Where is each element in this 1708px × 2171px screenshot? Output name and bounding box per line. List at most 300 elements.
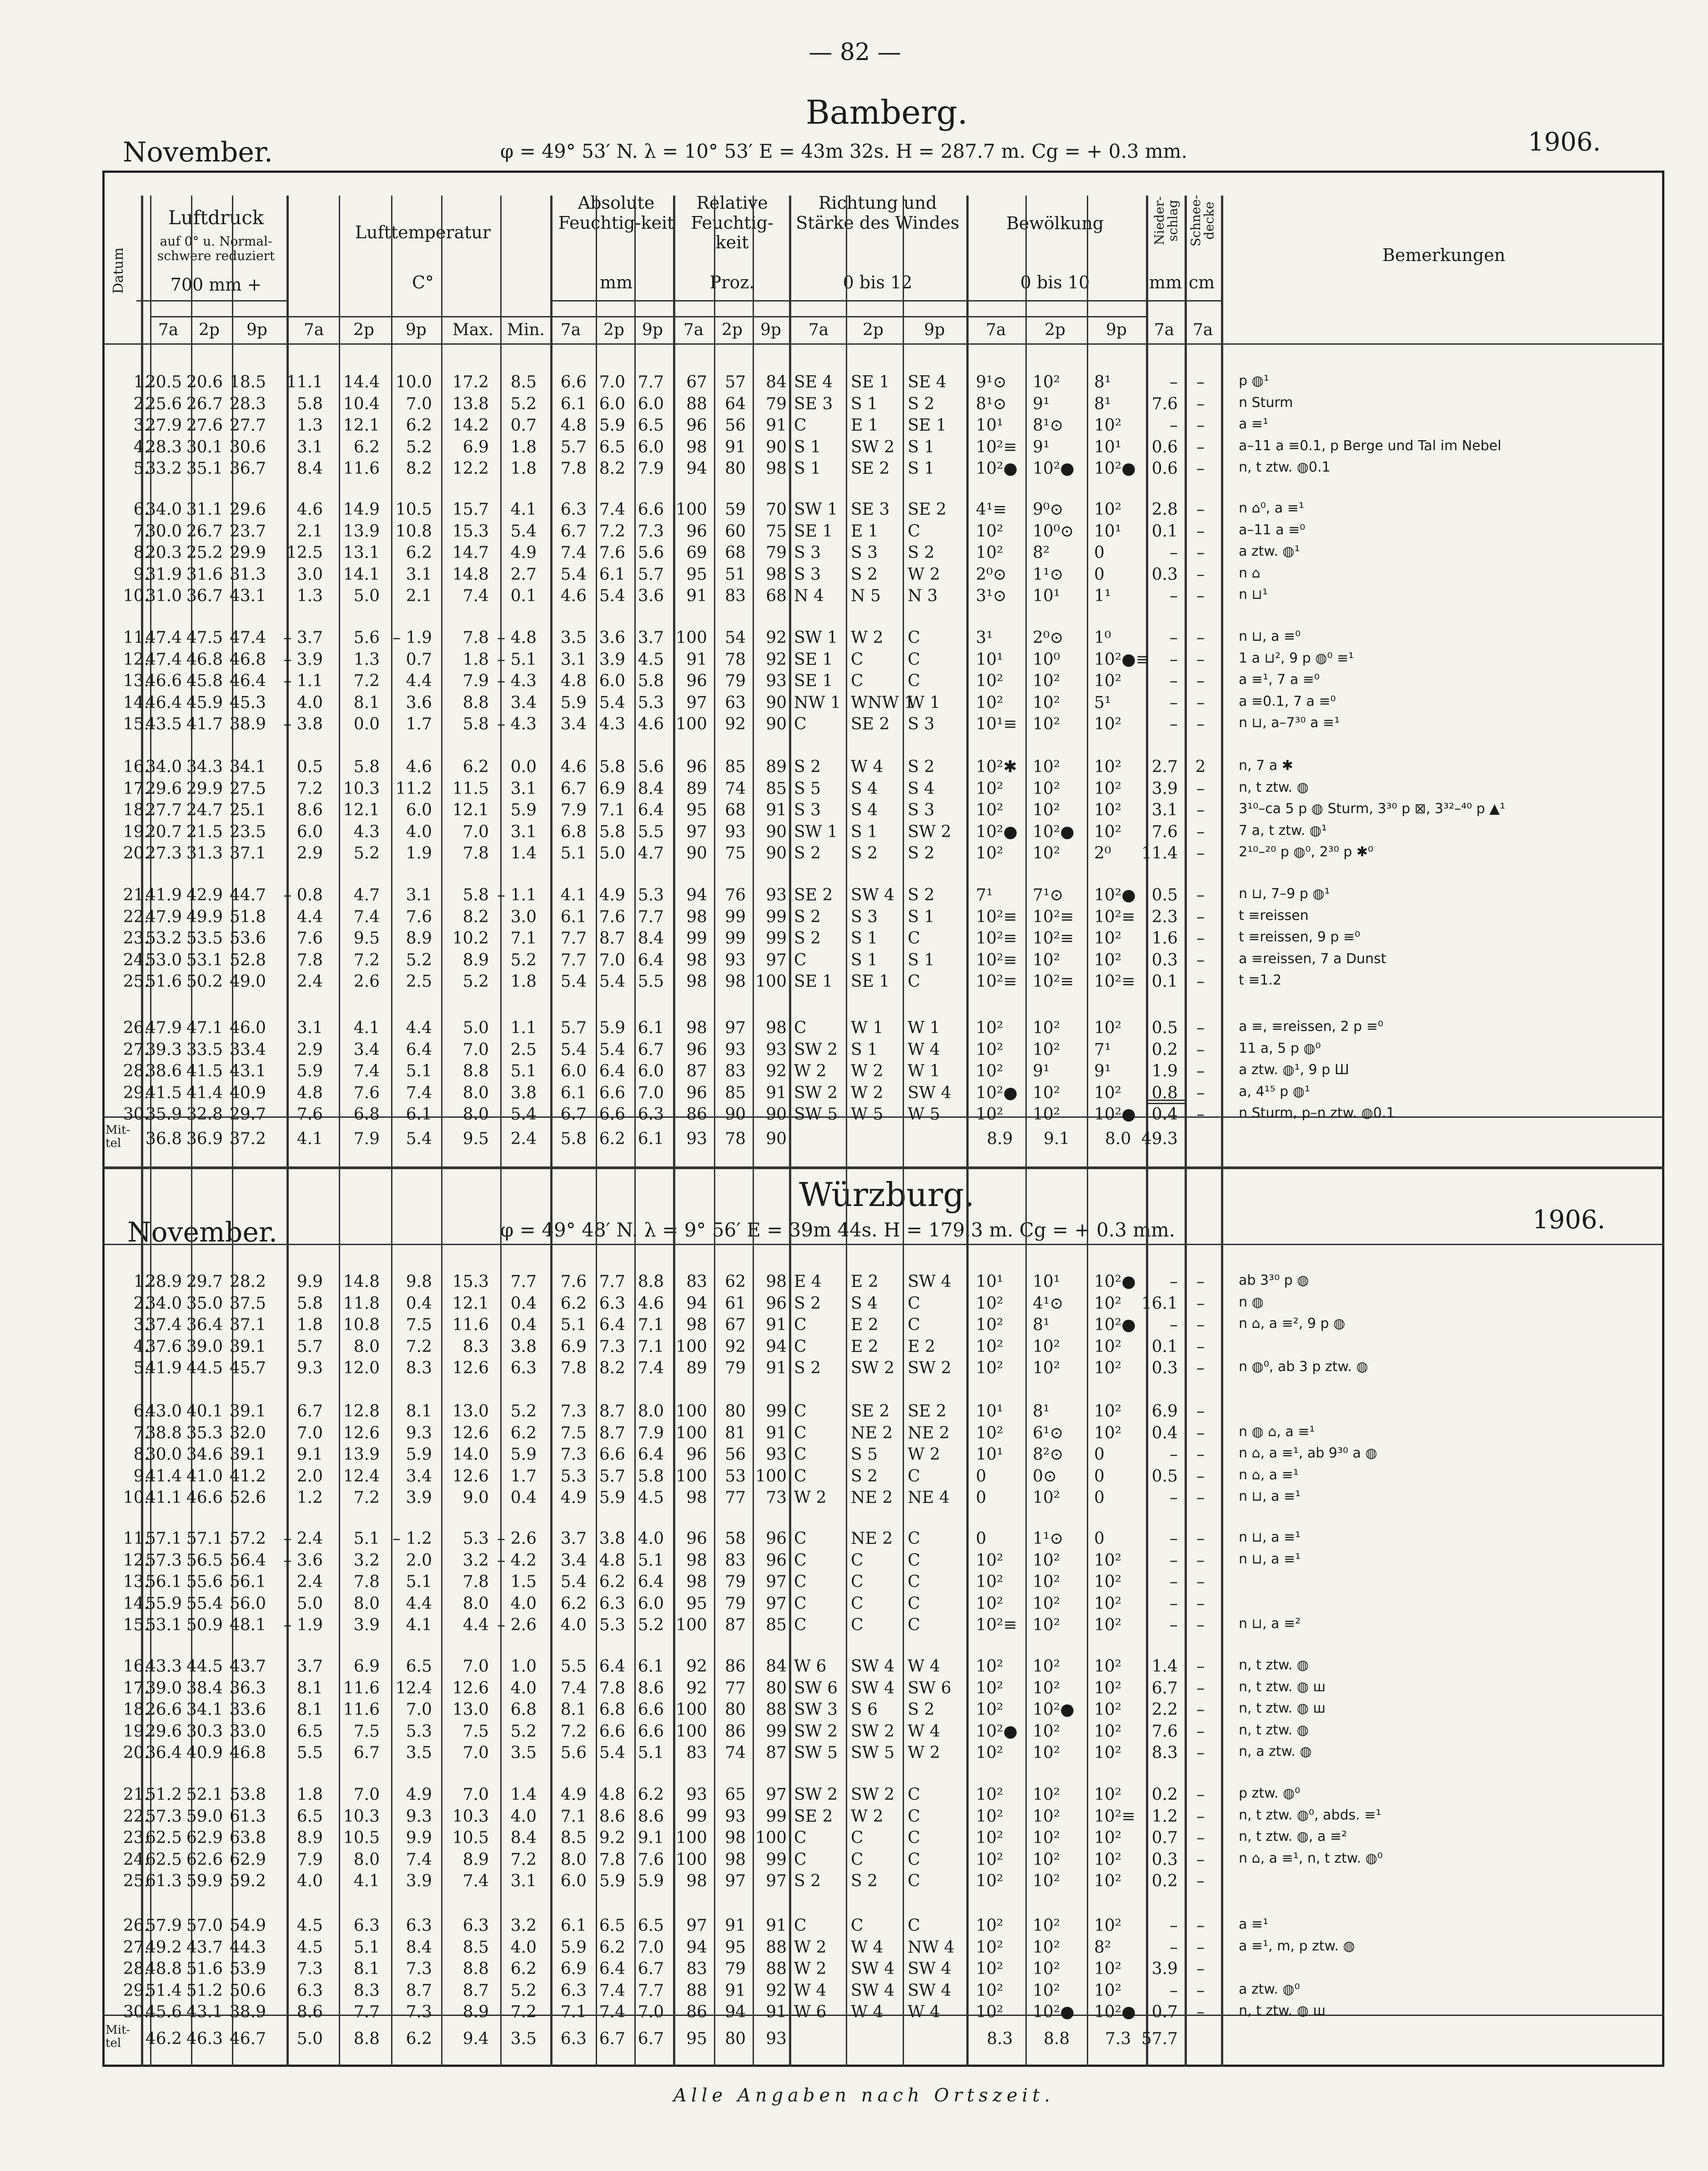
table-cell: 5.2 (638, 1616, 664, 1634)
table-cell: S 3 (794, 565, 821, 584)
table-cell: 25.6 (145, 394, 182, 413)
table-cell: 5.4 (599, 1040, 625, 1059)
table-cell: 94 (686, 1938, 707, 1957)
row-remark: n ⌂⁰, a ≡¹ (1239, 500, 1304, 516)
table-cell: 64 (725, 394, 746, 413)
row-remark: a–11 a ≡0.1, p Berge und Tal im Nebel (1239, 437, 1502, 454)
row-date: 10. (123, 587, 149, 605)
table-cell: 10² (976, 1019, 1004, 1037)
sum-rule (1146, 1103, 1185, 1104)
row-remark: a ≡reissen, 7 a Dunst (1239, 950, 1386, 967)
table-cell: 5.9 (510, 801, 537, 819)
table-cell: 5.2 (406, 437, 432, 457)
table-cell: 10²● (976, 822, 1018, 841)
table-cell: 2.0 (406, 1551, 432, 1570)
table-cell: 9.3 (406, 1807, 432, 1826)
header-luftdruck-unit: 700 mm + (170, 275, 262, 295)
table-cell: 6.5 (599, 437, 625, 457)
table-cell: 45.6 (145, 2003, 182, 2021)
table-cell: 48.8 (145, 1960, 182, 1978)
header-time-label: Max. (452, 321, 494, 339)
table-cell: E 1 (851, 416, 879, 435)
table-cell: 6.7 (638, 1040, 664, 1059)
table-cell: 5.9 (560, 1938, 587, 1957)
mittel-cell: 93 (766, 2030, 787, 2048)
table-cell: 5.9 (599, 1019, 625, 1037)
table-cell: 8.0 (462, 1083, 489, 1102)
table-cell: 6.1 (638, 1657, 664, 1676)
table-cell: – (1196, 1272, 1205, 1291)
table-cell: 7.7 (599, 1272, 625, 1291)
table-cell: 6.6 (599, 1083, 625, 1102)
table-cell: 41.4 (186, 1083, 223, 1102)
row-date: 24. (123, 950, 149, 970)
table-cell: 12.8 (343, 1402, 380, 1421)
table-cell: 6.1 (560, 907, 587, 926)
table-cell: 10¹ (1033, 1272, 1060, 1291)
row-date: 26. (123, 1916, 149, 1935)
header-luftdruck-note: auf 0° u. Normal-schwere reduziert (157, 234, 275, 264)
table-cell: 5.4 (560, 972, 587, 991)
row-remark: n ⊔, a ≡¹ (1239, 1488, 1301, 1504)
table-cell: 6.7 (638, 1960, 664, 1978)
table-cell: 8.0 (638, 1402, 664, 1421)
table-cell: 51.2 (186, 1981, 223, 2000)
table-cell: 54 (725, 628, 746, 647)
table-cell: – (1196, 672, 1205, 690)
table-cell: 36.7 (229, 459, 266, 478)
table-cell: 29.7 (186, 1272, 223, 1291)
table-cell: S 3 (908, 801, 935, 819)
table-cell: 10² (976, 801, 1004, 819)
table-cell: 5.8 (296, 394, 323, 413)
header-time-label: 7a (808, 321, 829, 339)
table-cell: – (1196, 1316, 1205, 1334)
table-cell: 24.7 (186, 801, 223, 819)
table-cell: 0.1 (1151, 522, 1178, 541)
table-cell: 10¹ (1094, 437, 1122, 457)
table-cell: S 1 (794, 437, 821, 457)
table-cell: 43.3 (145, 1657, 182, 1676)
table-cell: 37.1 (229, 1316, 266, 1334)
station-title-wuerzburg: Würzburg. (799, 1176, 975, 1214)
table-cell: – (1196, 822, 1205, 841)
table-cell: 15.7 (452, 500, 489, 519)
table-cell: 13.9 (343, 522, 380, 541)
table-cell: 7.4 (462, 1872, 489, 1890)
table-cell: 68 (766, 587, 787, 605)
table-cell: 8.1 (560, 1700, 587, 1719)
table-cell: 8.0 (560, 1850, 587, 1869)
table-cell: – 4.2 (497, 1551, 537, 1570)
table-cell: 10² (1094, 1294, 1122, 1313)
table-cell: 6.6 (638, 1722, 664, 1741)
table-cell: 39.1 (229, 1402, 266, 1421)
table-cell: 0.5 (1151, 1019, 1178, 1037)
table-cell: 5.4 (599, 1744, 625, 1762)
table-cell: 4.1 (406, 1616, 432, 1634)
table-cell: 98 (725, 972, 746, 991)
table-cell: 4.0 (510, 1807, 537, 1826)
table-cell: 0.4 (510, 1294, 537, 1313)
header-relative-feuchtigkeit: Relative Feuchtig-keit (691, 193, 774, 253)
table-cell: 63.8 (229, 1829, 266, 1847)
row-date: 6. (133, 500, 149, 519)
table-cell: 6.0 (560, 1062, 587, 1080)
table-cell: – (1196, 844, 1205, 863)
table-cell: 53.0 (145, 950, 182, 970)
table-cell: 7.4 (560, 1679, 587, 1698)
table-cell: S 4 (851, 779, 878, 798)
table-cell: 7.9 (560, 801, 587, 819)
mittel-cell: 80 (725, 2030, 746, 2048)
table-cell: 9.8 (406, 1272, 432, 1291)
table-cell: 10² (1033, 373, 1060, 392)
table-cell: 10² (976, 779, 1004, 798)
table-cell: C (794, 715, 807, 734)
table-cell: – (1170, 1445, 1178, 1464)
table-cell: 59 (725, 500, 746, 519)
table-cell: 10²≡ (976, 950, 1017, 970)
table-cell: 94 (686, 1294, 707, 1313)
table-cell: SW 4 (851, 1657, 895, 1676)
table-cell: 8.4 (296, 459, 323, 478)
table-cell: 100 (755, 972, 787, 991)
table-cell: 9.5 (353, 929, 380, 948)
table-cell: 42.9 (186, 886, 223, 905)
table-cell: – (1196, 715, 1205, 734)
table-cell: 53.5 (186, 929, 223, 948)
table-cell: 99 (686, 1807, 707, 1826)
table-cell: 7.0 (638, 1938, 664, 1957)
row-date: 29. (123, 1083, 149, 1102)
header-bewoelkung: Bewölkung (1006, 213, 1104, 233)
table-cell: 10.8 (343, 1316, 380, 1334)
table-cell: 2⁰ (1094, 844, 1111, 863)
table-cell: 8.3 (353, 1981, 380, 2000)
table-cell: 4¹⊙ (1033, 1294, 1064, 1313)
table-cell: S 4 (908, 779, 935, 798)
table-cell: 6.1 (560, 1916, 587, 1935)
table-cell: 11.6 (452, 1316, 489, 1334)
table-cell: – 3.8 (283, 715, 323, 734)
table-cell: 47.5 (186, 628, 223, 647)
table-cell: 0.1 (1151, 972, 1178, 991)
table-cell: 3.9 (599, 650, 625, 669)
table-cell: 28.3 (229, 394, 266, 413)
table-cell: 8.9 (406, 929, 432, 948)
table-cell: 100 (676, 1467, 707, 1486)
table-cell: 7.8 (560, 459, 587, 478)
row-date: 2. (133, 1294, 149, 1313)
table-cell: S 2 (908, 886, 935, 905)
table-cell: 3.5 (560, 628, 587, 647)
table-cell: C (908, 1829, 920, 1847)
table-cell: C (794, 1573, 807, 1591)
table-cell: 10² (1094, 1083, 1122, 1102)
table-cell: 3.4 (353, 1040, 380, 1059)
row-remark: n, 7 a ✱ (1239, 758, 1293, 774)
table-cell: 100 (676, 1423, 707, 1442)
table-cell: 79 (725, 672, 746, 690)
table-cell: 7.9 (462, 672, 489, 690)
table-cell: 8.8 (462, 1960, 489, 1978)
table-cell: 32.8 (186, 1105, 223, 1124)
table-cell: 8.0 (353, 1594, 380, 1613)
table-cell: 8.7 (599, 1402, 625, 1421)
table-cell: 6.6 (599, 1445, 625, 1464)
table-cell: 10²● (1033, 459, 1075, 478)
table-cell: 10²● (1033, 822, 1075, 841)
table-cell: – (1196, 1938, 1205, 1957)
table-cell: 96 (686, 1529, 707, 1548)
table-cell: 4.8 (560, 416, 587, 435)
header-absolute-feuchtigkeit: Absolute Feuchtig-keit (558, 193, 674, 233)
row-remark: t ≡reissen (1239, 907, 1309, 924)
table-cell: 7.4 (599, 2003, 625, 2021)
column-rule (846, 196, 847, 2067)
table-cell: 10²≡ (1033, 929, 1074, 948)
row-remark: t ≡reissen, 9 p ≡⁰ (1239, 929, 1361, 945)
mittel-cell: 6.2 (599, 1130, 625, 1148)
table-cell: S 2 (794, 844, 821, 863)
table-cell: 6.4 (599, 1316, 625, 1334)
table-cell: 6.4 (638, 1573, 664, 1591)
mittel-cell: 36.8 (145, 1130, 182, 1148)
row-date: 28. (123, 1062, 149, 1080)
row-date: 19. (123, 822, 149, 841)
table-cell: 12.1 (343, 416, 380, 435)
table-cell: E 1 (851, 522, 879, 541)
mittel-cell: 95 (686, 2030, 707, 2048)
table-cell: 8.0 (462, 1105, 489, 1124)
table-cell: 8.3 (406, 1359, 432, 1377)
table-cell: 98 (766, 565, 787, 584)
row-date: 18. (123, 1700, 149, 1719)
table-cell: 41.7 (186, 715, 223, 734)
table-cell: 10² (1033, 1616, 1060, 1634)
row-date: 29. (123, 1981, 149, 2000)
table-cell: 10²● (1033, 2003, 1075, 2021)
table-cell: 74 (725, 779, 746, 798)
table-cell: 7.8 (462, 1573, 489, 1591)
table-cell: 4.8 (296, 1083, 323, 1102)
table-cell: 62.5 (145, 1850, 182, 1869)
table-cell: 10² (976, 1657, 1004, 1676)
table-cell: C (794, 1402, 807, 1421)
row-date: 11. (123, 1529, 149, 1548)
table-cell: SE 2 (851, 715, 890, 734)
table-cell: 6.9 (599, 779, 625, 798)
header-wind-unit: 0 bis 12 (843, 272, 913, 292)
table-cell: E 2 (851, 1316, 879, 1334)
table-cell: SW 6 (794, 1679, 838, 1698)
table-cell: 28.2 (229, 1272, 266, 1291)
table-cell: 5.2 (510, 950, 537, 970)
table-cell: S 2 (908, 758, 935, 776)
table-cell: 34.1 (186, 1700, 223, 1719)
mittel-cell: 9.4 (462, 2030, 489, 2048)
table-cell: 4.0 (560, 1616, 587, 1634)
table-cell: 5.4 (560, 1573, 587, 1591)
table-cell: 10²● (1094, 2003, 1136, 2021)
table-cell: W 2 (908, 1744, 940, 1762)
table-cell: 0.2 (1151, 1872, 1178, 1890)
table-cell: 10² (976, 1316, 1004, 1334)
table-cell: C (908, 1616, 920, 1634)
table-cell: 10² (976, 1359, 1004, 1377)
table-cell: SW 4 (908, 1960, 952, 1978)
table-cell: SE 1 (794, 972, 833, 991)
table-cell: 56.4 (229, 1551, 266, 1570)
table-cell: 0.3 (1151, 565, 1178, 584)
row-date: 6. (133, 1402, 149, 1421)
table-cell: C (908, 1551, 920, 1570)
table-cell: 8.0 (353, 1337, 380, 1356)
row-date: 20. (123, 1744, 149, 1762)
table-cell: 8¹ (1094, 394, 1111, 413)
table-cell: 5.1 (353, 1938, 380, 1957)
table-cell: – (1196, 1337, 1205, 1356)
table-cell: 1.8 (462, 650, 489, 669)
row-remark: n, t ztw. ◍ (1239, 1722, 1309, 1738)
table-cell: 70 (766, 500, 787, 519)
table-cell: C (908, 1294, 920, 1313)
row-date: 16. (123, 1657, 149, 1676)
table-cell: 10⁰⊙ (1033, 522, 1074, 541)
table-cell: 0.6 (1151, 437, 1178, 457)
table-cell: 7.0 (406, 1700, 432, 1719)
table-cell: 20.3 (145, 543, 182, 562)
table-cell: 98 (686, 437, 707, 457)
table-cell: 7.6 (296, 929, 323, 948)
table-cell: S 3 (851, 543, 878, 562)
table-cell: 3.1 (510, 822, 537, 841)
table-cell: 7.5 (462, 1722, 489, 1741)
table-cell: 1.3 (353, 650, 380, 669)
header-temp-unit: C° (412, 272, 434, 292)
table-cell: 2.0 (296, 1467, 323, 1486)
table-cell: – (1196, 1744, 1205, 1762)
table-cell: 6.7 (560, 1105, 587, 1124)
table-cell: 10²≡ (976, 929, 1017, 948)
table-cell: 10² (1094, 1981, 1122, 2000)
table-cell: 7.1 (560, 1807, 587, 1826)
table-cell: 3.0 (296, 565, 323, 584)
table-cell: S 2 (794, 1294, 821, 1313)
table-cell: 7.2 (406, 1337, 432, 1356)
table-cell: 7.9 (296, 1850, 323, 1869)
table-cell: 27.3 (145, 844, 182, 863)
table-cell: 67 (686, 373, 707, 392)
table-cell: 1.7 (406, 715, 432, 734)
header-wind: Richtung und Stärke des Windes (796, 193, 959, 233)
table-cell: 92 (766, 1062, 787, 1080)
table-cell: 10² (1094, 672, 1122, 690)
table-cell: – (1170, 693, 1178, 712)
table-cell: C (908, 1316, 920, 1334)
table-cell: 32.0 (229, 1423, 266, 1442)
table-cell: 92 (766, 650, 787, 669)
table-cell: 3.7 (560, 1529, 587, 1548)
table-cell: 8² (1033, 543, 1050, 562)
table-cell: – (1196, 1551, 1205, 1570)
table-cell: 10² (1033, 1938, 1060, 1957)
table-cell: 80 (725, 1700, 746, 1719)
table-cell: 7.6 (406, 907, 432, 926)
table-cell: 34.0 (145, 758, 182, 776)
table-cell: 8.9 (462, 1850, 489, 1869)
table-cell: 80 (725, 1402, 746, 1421)
table-cell: – (1196, 1529, 1205, 1548)
table-cell: C (908, 1916, 920, 1935)
table-cell: 1.9 (1151, 1062, 1178, 1080)
table-cell: 7.2 (353, 672, 380, 690)
table-cell: SE 1 (794, 650, 833, 669)
table-cell: 85 (766, 1616, 787, 1634)
table-cell: C (794, 1019, 807, 1037)
table-cell: – (1170, 672, 1178, 690)
row-remark: t ≡1.2 (1239, 972, 1282, 988)
table-cell: 5.1 (406, 1573, 432, 1591)
table-cell: 6.3 (462, 1916, 489, 1935)
table-cell: 7.2 (353, 1488, 380, 1507)
table-cell: NE 2 (908, 1423, 950, 1442)
row-rule (550, 300, 1146, 302)
table-cell: 98 (766, 459, 787, 478)
table-cell: – (1196, 1616, 1205, 1634)
table-cell: 6.2 (462, 758, 489, 776)
table-cell: 7.2 (353, 950, 380, 970)
table-cell: 29.9 (186, 779, 223, 798)
table-cell: 38.9 (229, 2003, 266, 2021)
row-date: 8. (133, 543, 149, 562)
mittel-cell: 6.2 (406, 2030, 432, 2048)
table-cell: 3.1 (296, 437, 323, 457)
column-rule (966, 196, 969, 2067)
table-cell: 6.7 (560, 522, 587, 541)
table-cell: 41.0 (186, 1467, 223, 1486)
table-cell: 4.6 (638, 715, 664, 734)
table-cell: 8.1 (296, 1679, 323, 1698)
table-cell: 10² (976, 1573, 1004, 1591)
table-cell: 36.7 (186, 587, 223, 605)
table-cell: 10² (976, 1679, 1004, 1698)
table-cell: 98 (725, 1850, 746, 1869)
table-cell: 3.6 (599, 628, 625, 647)
table-cell: 92 (725, 1337, 746, 1356)
table-cell: 10² (1033, 1744, 1060, 1762)
table-cell: 7.7 (510, 1272, 537, 1291)
header-luftdruck: Luftdruck (168, 206, 264, 229)
table-cell: 35.0 (186, 1294, 223, 1313)
table-cell: 7.1 (510, 929, 537, 948)
table-cell: 51.4 (145, 1981, 182, 2000)
column-rule (1025, 196, 1027, 2067)
table-cell: 10² (1033, 1105, 1060, 1124)
table-cell: W 2 (908, 1445, 940, 1464)
table-cell: SW 4 (851, 1960, 895, 1978)
table-cell: W 1 (908, 693, 940, 712)
row-date: 12. (123, 1551, 149, 1570)
table-cell: 43.7 (229, 1657, 266, 1676)
table-cell: 67 (725, 1316, 746, 1334)
table-cell: 6.3 (353, 1916, 380, 1935)
table-cell: 85 (725, 758, 746, 776)
table-cell: 3.6 (406, 693, 432, 712)
table-cell: 7.3 (560, 1402, 587, 1421)
table-cell: 46.8 (229, 1744, 266, 1762)
